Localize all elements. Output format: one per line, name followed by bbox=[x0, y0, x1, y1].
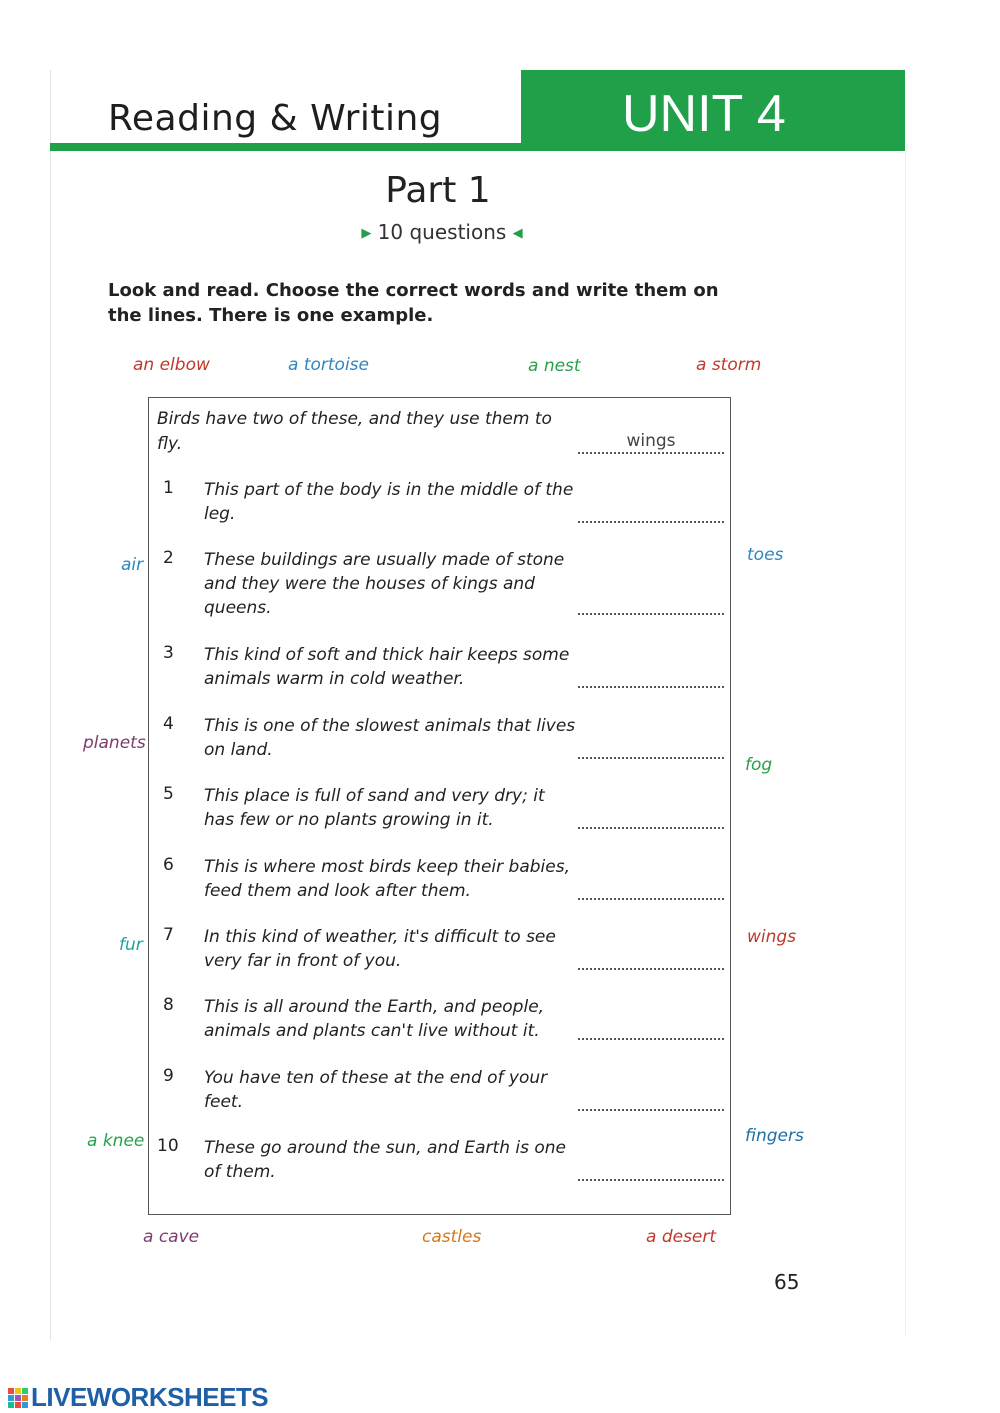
question-text: You have ten of these at the end of your feet. bbox=[204, 1068, 548, 1112]
answer-line[interactable] bbox=[578, 1108, 724, 1111]
question-count: 10 questions bbox=[377, 220, 507, 244]
question-number: 5 bbox=[163, 784, 174, 804]
question-text: This kind of soft and thick hair keeps some animals warm in cold weather. bbox=[204, 645, 570, 689]
question-number: 1 bbox=[163, 478, 174, 498]
page-edge bbox=[50, 70, 51, 1340]
answer-line[interactable] bbox=[578, 897, 724, 900]
question-text: This is one of the slowest animals that lives on land. bbox=[204, 716, 576, 760]
question-number: 10 bbox=[157, 1136, 179, 1156]
logo-grid-icon bbox=[8, 1388, 28, 1408]
question-text: This part of the body is in the middle of the leg. bbox=[204, 480, 574, 524]
question-text: In this kind of weather, it's difficult to see very far in front of you. bbox=[204, 927, 556, 971]
answer-line[interactable] bbox=[578, 612, 724, 615]
question-number: 3 bbox=[163, 643, 174, 663]
question-number: 7 bbox=[163, 925, 174, 945]
word-bank-item[interactable]: a tortoise bbox=[288, 355, 369, 375]
word-bank-item[interactable]: toes bbox=[747, 545, 784, 565]
word-bank-item[interactable]: a cave bbox=[143, 1227, 200, 1247]
answer-line[interactable] bbox=[578, 520, 724, 523]
question-text: This is where most birds keep their babies, feed them and look after them. bbox=[204, 857, 570, 901]
word-bank-item[interactable]: a knee bbox=[87, 1131, 145, 1151]
unit-label: UNIT 4 bbox=[622, 85, 786, 143]
answer-line[interactable] bbox=[578, 826, 724, 829]
word-bank-item[interactable]: a desert bbox=[646, 1227, 717, 1247]
answer-line[interactable] bbox=[578, 756, 724, 759]
question-number: 9 bbox=[163, 1066, 174, 1086]
section-title: Reading & Writing bbox=[108, 98, 443, 139]
logo-text: LIVEWORKSHEETS bbox=[31, 1382, 269, 1412]
word-bank-item[interactable]: castles bbox=[422, 1227, 482, 1247]
word-bank-item[interactable]: a nest bbox=[528, 356, 581, 376]
word-bank-item[interactable]: fingers bbox=[745, 1126, 804, 1146]
word-bank-item[interactable]: air bbox=[121, 555, 144, 575]
triangle-right-icon: ▶ bbox=[361, 226, 372, 241]
question-text: These go around the sun, and Earth is one of them. bbox=[204, 1138, 566, 1182]
example-question: Birds have two of these, and they use them to fly. bbox=[157, 409, 552, 454]
liveworksheets-logo[interactable] bbox=[8, 1382, 268, 1413]
question-text: This place is full of sand and very dry; it has few or no plants growing in it. bbox=[204, 786, 545, 830]
question-text: This is all around the Earth, and people, animals and plants can't live without it. bbox=[204, 997, 545, 1041]
instructions: Look and read. Choose the correct words and write them on the lines. There is one example. bbox=[108, 280, 719, 326]
word-bank-item[interactable]: planets bbox=[83, 733, 146, 753]
example-answer: wings bbox=[578, 424, 724, 454]
question-number: 6 bbox=[163, 855, 174, 875]
word-bank-item[interactable]: wings bbox=[747, 927, 797, 947]
question-number: 2 bbox=[163, 548, 174, 568]
word-bank-item[interactable]: fog bbox=[745, 755, 773, 775]
word-bank-item[interactable]: an elbow bbox=[133, 355, 210, 375]
page-edge bbox=[905, 150, 906, 1335]
question-number: 8 bbox=[163, 995, 174, 1015]
word-bank-item[interactable]: fur bbox=[119, 935, 143, 955]
page-number: 65 bbox=[774, 1270, 800, 1294]
answer-line[interactable] bbox=[578, 967, 724, 970]
answer-line[interactable] bbox=[578, 1037, 724, 1040]
word-bank-item[interactable]: a storm bbox=[696, 355, 762, 375]
triangle-left-icon: ◀ bbox=[512, 226, 523, 241]
question-text: These buildings are usually made of stone and they were the houses of kings and queens. bbox=[204, 550, 565, 618]
part-title: Part 1 bbox=[385, 170, 491, 211]
question-number: 4 bbox=[163, 714, 174, 734]
answer-line[interactable] bbox=[578, 685, 724, 688]
part-subtitle bbox=[0, 220, 884, 244]
answer-line[interactable] bbox=[578, 1178, 724, 1181]
